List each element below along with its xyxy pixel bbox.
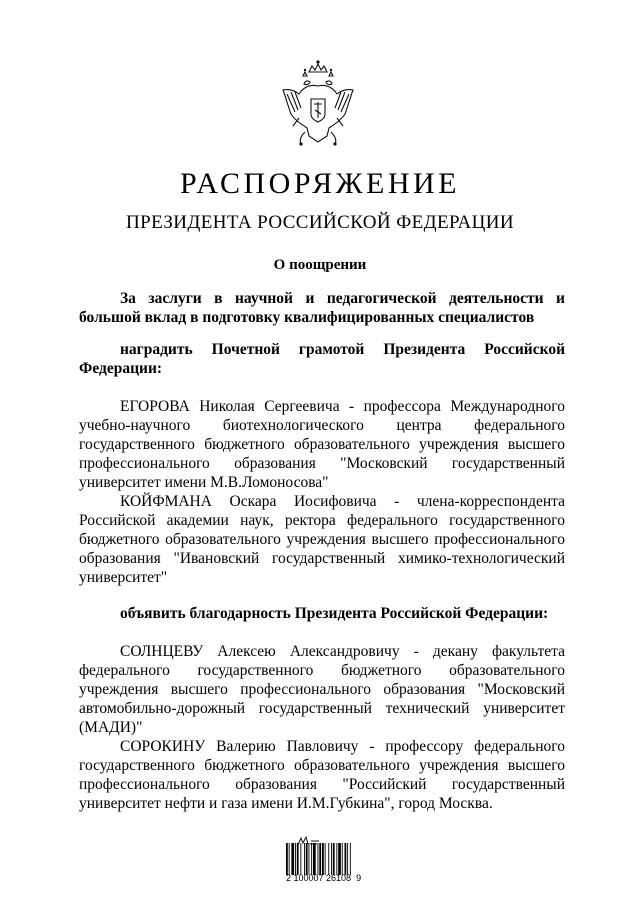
barcode-bar: [345, 843, 347, 875]
thanks-recipient-paragraph: СОЛНЦЕВУ Алексею Александровичу - декану факультета федерального государственного бюджетного образовательного учреждения высшего профессионального образования "Московский автомобильно-дорожный государственный технический университет (МАДИ)": [79, 643, 565, 736]
preamble-paragraph: За заслуги в научной и педагогической деятельности и большой вклад в подготовку квалифицированных специалистов: [79, 290, 565, 326]
barcode-icon: [286, 843, 372, 875]
coat-of-arms-icon: [279, 54, 357, 150]
award-decree-paragraph: наградить Почетной грамотой Президента Российской Федерации:: [79, 341, 565, 377]
barcode-bar: [350, 843, 351, 875]
barcode-bar: [306, 843, 308, 875]
barcode-bar: [313, 843, 316, 875]
barcode-bar: [318, 843, 319, 875]
document-subject: О поощрении: [273, 257, 367, 273]
thanks-decree-paragraph: объявить благодарность Президента Российской Федерации:: [120, 605, 549, 622]
barcode-bar: [336, 843, 337, 875]
barcode-bar: [338, 843, 341, 875]
barcode-bar: [311, 843, 312, 875]
barcode-bar: [309, 843, 310, 875]
barcode-bar: [325, 843, 326, 875]
award-recipient-paragraph: КОЙФМАНА Оскара Иосифовича - члена-корреспондента Российской академии наук, ректора федерального государственного бюджетного образовательного учреждения высшего профессионального образования "Ивановский государственный химико-технологический университет": [79, 493, 565, 586]
barcode-bar: [304, 843, 305, 875]
document-body: [79, 289, 565, 813]
barcode-bar: [291, 843, 294, 875]
barcode-bar: [333, 843, 335, 875]
barcode-number: 2 100007 26108 9: [286, 873, 362, 883]
barcode-bar: [331, 843, 332, 875]
barcode-bar: [342, 843, 343, 875]
barcode-bar: [328, 843, 329, 875]
document-subtitle: ПРЕЗИДЕНТА РОССИЙСКОЙ ФЕДЕРАЦИИ: [126, 212, 514, 233]
award-recipient-paragraph: ЕГОРОВА Николая Сергеевича - профессора Международного учебно-научного биотехнологического центра федерального государственного бюджетного образовательного учреждения высшего профессионального образования "Московский государственный университет имени М.В.Ломоносова": [79, 398, 565, 491]
barcode-bar: [297, 843, 299, 875]
document-title: РАСПОРЯЖЕНИЕ: [179, 167, 461, 200]
barcode-bar: [286, 843, 288, 875]
barcode-bar: [319, 843, 321, 875]
barcode-bar: [295, 843, 296, 875]
thanks-recipient-paragraph: СОРОКИНУ Валерию Павловичу - профессору федерального государственного бюджетного образовательного учреждения высшего профессионального образования "Российский государственный университет нефти и газа имени И.М.Губкина", город Москва.: [79, 738, 565, 812]
barcode-bar: [347, 843, 348, 875]
barcode-bar: [300, 843, 301, 875]
barcode-bar: [322, 843, 324, 875]
barcode-bar: [289, 843, 290, 875]
